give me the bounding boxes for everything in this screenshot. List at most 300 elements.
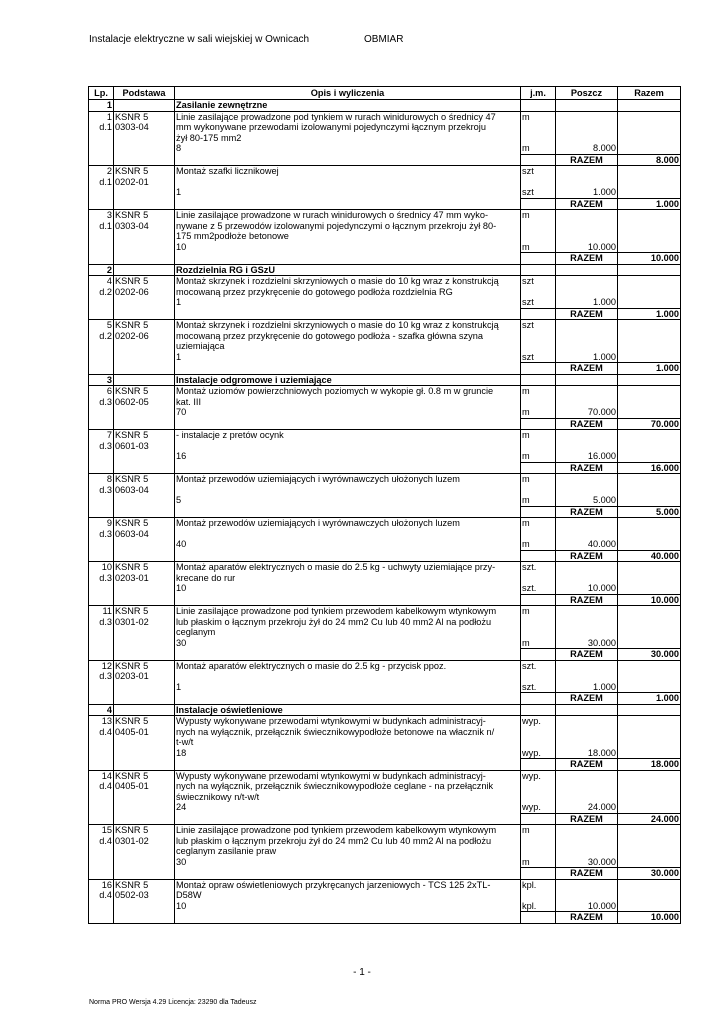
item-description-line: świecznikowy n/t-w/t bbox=[175, 792, 521, 803]
blank bbox=[556, 627, 618, 638]
blank bbox=[556, 166, 618, 177]
blank bbox=[556, 890, 618, 901]
blank bbox=[618, 825, 681, 836]
blank bbox=[556, 331, 618, 342]
razem-value: 24.000 bbox=[618, 813, 681, 825]
blank bbox=[618, 320, 681, 331]
blank bbox=[556, 606, 618, 617]
item-description-line: krecane do rur bbox=[175, 573, 521, 584]
item-catalog: KSNR 5 bbox=[114, 320, 175, 331]
item-code: 0202-01 bbox=[114, 177, 175, 188]
blank bbox=[175, 154, 521, 166]
blank bbox=[89, 418, 114, 430]
blank bbox=[521, 912, 556, 924]
item-number: 11 bbox=[89, 606, 114, 617]
blank bbox=[89, 638, 114, 649]
item-description-row bbox=[89, 221, 681, 232]
table-body bbox=[89, 100, 681, 924]
item-ref: d.3 bbox=[89, 529, 114, 540]
blank bbox=[521, 418, 556, 430]
item-description-line: Linie zasilające prowadzone pod tynkiem przewodem kabelkowym wtynkowym bbox=[175, 606, 521, 617]
item-catalog: KSNR 5 bbox=[114, 210, 175, 221]
col-poszcz: Poszcz bbox=[556, 87, 618, 100]
blank bbox=[114, 506, 175, 518]
item-code: 0203-01 bbox=[114, 671, 175, 682]
blank bbox=[114, 187, 175, 198]
item-code: 0502-03 bbox=[114, 890, 175, 901]
blank bbox=[556, 111, 618, 122]
razem-value: 1.000 bbox=[618, 308, 681, 320]
blank bbox=[114, 682, 175, 693]
item-description-line: Wypusty wykonywane przewodami wtynkowymi w budynkach administracyj- bbox=[175, 770, 521, 781]
item-number: 2 bbox=[89, 166, 114, 177]
blank bbox=[89, 912, 114, 924]
item-quantity-row bbox=[89, 682, 681, 693]
item-catalog: KSNR 5 bbox=[114, 166, 175, 177]
section-number: 4 bbox=[89, 704, 114, 716]
item-description-row bbox=[89, 890, 681, 901]
table-header-row bbox=[89, 87, 681, 100]
item-quantity-row bbox=[89, 539, 681, 550]
item-number: 5 bbox=[89, 320, 114, 331]
blank bbox=[556, 210, 618, 221]
blank bbox=[556, 474, 618, 485]
item-description-row bbox=[89, 529, 681, 540]
item-code: 0603-04 bbox=[114, 485, 175, 496]
blank bbox=[556, 660, 618, 671]
section-row bbox=[89, 374, 681, 386]
blank bbox=[114, 462, 175, 474]
blank bbox=[618, 177, 681, 188]
item-description-line: mocowaną przez przykręcenie do gotowego podłoża rozdzielnia RG bbox=[175, 287, 521, 298]
blank bbox=[618, 407, 681, 418]
item-description-line: Montaż szafki licznikowej bbox=[175, 166, 521, 177]
item-description-row bbox=[89, 879, 681, 890]
section-row bbox=[89, 264, 681, 276]
blank bbox=[556, 177, 618, 188]
item-ref: d.3 bbox=[89, 441, 114, 452]
item-description-row bbox=[89, 397, 681, 408]
blank bbox=[89, 506, 114, 518]
blank bbox=[89, 901, 114, 912]
item-unit: wyp. bbox=[521, 770, 556, 781]
item-catalog: KSNR 5 bbox=[114, 562, 175, 573]
item-description-row bbox=[89, 716, 681, 727]
blank bbox=[89, 198, 114, 210]
item-quantity-row bbox=[89, 187, 681, 198]
razem-label: RAZEM bbox=[556, 912, 618, 924]
section-blank bbox=[114, 704, 175, 716]
item-description-row bbox=[89, 122, 681, 133]
blank bbox=[618, 187, 681, 198]
blank bbox=[556, 485, 618, 496]
item-description-row bbox=[89, 562, 681, 573]
razem-value: 8.000 bbox=[618, 154, 681, 166]
blank bbox=[618, 638, 681, 649]
razem-row bbox=[89, 649, 681, 661]
item-catalog: KSNR 5 bbox=[114, 518, 175, 529]
item-quantity-row bbox=[89, 495, 681, 506]
blank bbox=[618, 682, 681, 693]
blank bbox=[618, 879, 681, 890]
blank bbox=[618, 341, 681, 352]
item-number: 6 bbox=[89, 386, 114, 397]
blank bbox=[89, 495, 114, 506]
item-description-line: 175 mm2podłoże betonowe bbox=[175, 231, 521, 242]
item-catalog: KSNR 5 bbox=[114, 276, 175, 287]
item-number: 15 bbox=[89, 825, 114, 836]
item-number: 14 bbox=[89, 770, 114, 781]
razem-row bbox=[89, 506, 681, 518]
blank bbox=[114, 154, 175, 166]
item-description-row bbox=[89, 660, 681, 671]
item-description-row bbox=[89, 825, 681, 836]
section-title: Instalacje odgromowe i uziemiające bbox=[175, 374, 521, 386]
blank bbox=[89, 352, 114, 363]
item-poszcz: 1.000 bbox=[556, 352, 618, 363]
item-description-line: Montaż skrzynek i rozdzielni skrzyniowych o masie do 10 kg wraz z konstrukcją bbox=[175, 320, 521, 331]
item-unit: m bbox=[521, 451, 556, 462]
section-number: 3 bbox=[89, 374, 114, 386]
blank bbox=[618, 539, 681, 550]
section-blank bbox=[521, 100, 556, 112]
blank bbox=[618, 231, 681, 242]
razem-value: 10.000 bbox=[618, 912, 681, 924]
measurement-table bbox=[88, 86, 681, 924]
razem-label: RAZEM bbox=[556, 550, 618, 562]
blank bbox=[618, 562, 681, 573]
razem-value: 1.000 bbox=[618, 363, 681, 375]
blank bbox=[521, 122, 556, 133]
blank bbox=[618, 846, 681, 857]
blank bbox=[114, 649, 175, 661]
blank bbox=[114, 363, 175, 375]
item-number: 8 bbox=[89, 474, 114, 485]
item-description-row bbox=[89, 671, 681, 682]
blank bbox=[175, 308, 521, 320]
blank bbox=[114, 627, 175, 638]
item-quantity: 24 bbox=[175, 802, 521, 813]
blank bbox=[89, 857, 114, 868]
razem-row bbox=[89, 462, 681, 474]
blank bbox=[114, 133, 175, 144]
blank bbox=[521, 846, 556, 857]
item-unit: szt bbox=[521, 297, 556, 308]
item-quantity: 10 bbox=[175, 583, 521, 594]
blank bbox=[618, 495, 681, 506]
item-code: 0603-04 bbox=[114, 529, 175, 540]
blank bbox=[521, 331, 556, 342]
blank bbox=[175, 253, 521, 265]
blank bbox=[556, 770, 618, 781]
blank bbox=[89, 594, 114, 606]
blank bbox=[114, 198, 175, 210]
item-unit: szt bbox=[521, 352, 556, 363]
razem-value: 30.000 bbox=[618, 868, 681, 880]
razem-row bbox=[89, 813, 681, 825]
item-unit: szt. bbox=[521, 660, 556, 671]
razem-row bbox=[89, 868, 681, 880]
blank bbox=[618, 331, 681, 342]
blank bbox=[556, 879, 618, 890]
item-quantity-row bbox=[89, 857, 681, 868]
item-code: 0301-02 bbox=[114, 836, 175, 847]
blank bbox=[114, 297, 175, 308]
item-quantity: 30 bbox=[175, 857, 521, 868]
item-code: 0301-02 bbox=[114, 617, 175, 628]
item-catalog: KSNR 5 bbox=[114, 111, 175, 122]
item-description-line bbox=[175, 485, 521, 496]
blank bbox=[556, 562, 618, 573]
razem-row bbox=[89, 594, 681, 606]
blank bbox=[89, 693, 114, 705]
item-description-line: - instalacje z pretów ocynk bbox=[175, 430, 521, 441]
item-ref: d.3 bbox=[89, 573, 114, 584]
razem-row bbox=[89, 759, 681, 771]
item-description-row bbox=[89, 573, 681, 584]
item-description-row bbox=[89, 166, 681, 177]
blank bbox=[556, 287, 618, 298]
blank bbox=[89, 242, 114, 253]
section-row bbox=[89, 704, 681, 716]
item-ref: d.1 bbox=[89, 122, 114, 133]
item-code: 0405-01 bbox=[114, 727, 175, 738]
section-blank bbox=[521, 264, 556, 276]
item-description-row bbox=[89, 341, 681, 352]
item-unit: m bbox=[521, 210, 556, 221]
blank bbox=[556, 529, 618, 540]
item-catalog: KSNR 5 bbox=[114, 606, 175, 617]
blank bbox=[618, 221, 681, 232]
blank bbox=[89, 308, 114, 320]
item-ref: d.3 bbox=[89, 671, 114, 682]
section-title: Rozdzielnia RG i GSzU bbox=[175, 264, 521, 276]
blank bbox=[618, 627, 681, 638]
razem-label: RAZEM bbox=[556, 759, 618, 771]
blank bbox=[89, 297, 114, 308]
item-code: 0303-04 bbox=[114, 122, 175, 133]
razem-label: RAZEM bbox=[556, 868, 618, 880]
razem-label: RAZEM bbox=[556, 418, 618, 430]
section-blank bbox=[521, 704, 556, 716]
item-unit: wyp. bbox=[521, 748, 556, 759]
item-description-row bbox=[89, 737, 681, 748]
item-poszcz: 5.000 bbox=[556, 495, 618, 506]
blank bbox=[89, 583, 114, 594]
blank bbox=[618, 485, 681, 496]
blank bbox=[618, 143, 681, 154]
item-catalog: KSNR 5 bbox=[114, 879, 175, 890]
item-unit: szt bbox=[521, 320, 556, 331]
item-number: 12 bbox=[89, 660, 114, 671]
blank bbox=[175, 418, 521, 430]
item-description-row bbox=[89, 331, 681, 342]
section-blank bbox=[618, 264, 681, 276]
item-description-row bbox=[89, 518, 681, 529]
item-description-row bbox=[89, 386, 681, 397]
blank bbox=[618, 352, 681, 363]
item-unit: m bbox=[521, 474, 556, 485]
blank bbox=[89, 451, 114, 462]
blank bbox=[521, 759, 556, 771]
blank bbox=[114, 418, 175, 430]
item-poszcz: 1.000 bbox=[556, 682, 618, 693]
item-description-row bbox=[89, 846, 681, 857]
blank bbox=[521, 550, 556, 562]
razem-label: RAZEM bbox=[556, 198, 618, 210]
razem-label: RAZEM bbox=[556, 813, 618, 825]
item-description-line: Montaż opraw oświetleniowych przykręcanych jarzeniowych - TCS 125 2xTL- bbox=[175, 879, 521, 890]
blank bbox=[114, 759, 175, 771]
item-description-line bbox=[175, 177, 521, 188]
blank bbox=[618, 529, 681, 540]
item-unit: m bbox=[521, 386, 556, 397]
item-description-line: Montaż skrzynek i rozdzielni skrzyniowych o masie do 10 kg wraz z konstrukcją bbox=[175, 276, 521, 287]
item-quantity-row bbox=[89, 901, 681, 912]
item-unit: m bbox=[521, 518, 556, 529]
item-code: 0601-03 bbox=[114, 441, 175, 452]
blank bbox=[618, 297, 681, 308]
razem-label: RAZEM bbox=[556, 253, 618, 265]
item-poszcz: 40.000 bbox=[556, 539, 618, 550]
document-title: Instalacje elektryczne w sali wiejskiej w Ownicach bbox=[89, 34, 310, 45]
item-quantity: 10 bbox=[175, 901, 521, 912]
blank bbox=[618, 836, 681, 847]
section-title: Zasilanie zewnętrzne bbox=[175, 100, 521, 112]
blank bbox=[618, 111, 681, 122]
item-quantity: 1 bbox=[175, 682, 521, 693]
blank bbox=[556, 276, 618, 287]
item-description-row bbox=[89, 430, 681, 441]
blank bbox=[521, 890, 556, 901]
blank bbox=[618, 901, 681, 912]
blank bbox=[521, 792, 556, 803]
blank bbox=[618, 606, 681, 617]
blank bbox=[175, 759, 521, 771]
razem-label: RAZEM bbox=[556, 693, 618, 705]
blank bbox=[114, 242, 175, 253]
item-code: 0202-06 bbox=[114, 331, 175, 342]
item-unit: m bbox=[521, 539, 556, 550]
item-description-line: Wypusty wykonywane przewodami wtynkowymi w budynkach administracyj- bbox=[175, 716, 521, 727]
blank bbox=[114, 846, 175, 857]
item-poszcz: 24.000 bbox=[556, 802, 618, 813]
section-blank bbox=[114, 374, 175, 386]
item-description-row bbox=[89, 792, 681, 803]
blank bbox=[521, 485, 556, 496]
item-poszcz: 30.000 bbox=[556, 638, 618, 649]
section-blank bbox=[114, 100, 175, 112]
col-opis: Opis i wyliczenia bbox=[175, 87, 521, 100]
blank bbox=[175, 462, 521, 474]
item-code: 0203-01 bbox=[114, 573, 175, 584]
blank bbox=[618, 617, 681, 628]
section-blank bbox=[618, 100, 681, 112]
item-ref: d.4 bbox=[89, 836, 114, 847]
blank bbox=[89, 802, 114, 813]
blank bbox=[521, 649, 556, 661]
blank bbox=[618, 660, 681, 671]
item-description-line: Linie zasilające prowadzone w rurach winidurowych o średnicy 47 mm wyko- bbox=[175, 210, 521, 221]
item-quantity-row bbox=[89, 451, 681, 462]
blank bbox=[556, 781, 618, 792]
razem-label: RAZEM bbox=[556, 594, 618, 606]
item-number: 16 bbox=[89, 879, 114, 890]
item-code: 0303-04 bbox=[114, 221, 175, 232]
blank bbox=[521, 341, 556, 352]
blank bbox=[618, 737, 681, 748]
item-description-row bbox=[89, 287, 681, 298]
col-lp: Lp. bbox=[89, 87, 114, 100]
blank bbox=[618, 122, 681, 133]
section-row bbox=[89, 100, 681, 112]
item-quantity-row bbox=[89, 583, 681, 594]
blank bbox=[618, 430, 681, 441]
document-subtitle: OBMIAR bbox=[364, 34, 404, 45]
item-ref: d.2 bbox=[89, 287, 114, 298]
blank bbox=[618, 573, 681, 584]
blank bbox=[521, 627, 556, 638]
item-description-line: t-w/t bbox=[175, 737, 521, 748]
item-description-line: Montaż przewodów uziemiających i wyrównawczych ułożonych luzem bbox=[175, 518, 521, 529]
item-description-line bbox=[175, 529, 521, 540]
blank bbox=[521, 231, 556, 242]
item-description-line bbox=[175, 441, 521, 452]
blank bbox=[89, 813, 114, 825]
item-number: 10 bbox=[89, 562, 114, 573]
blank bbox=[89, 143, 114, 154]
blank bbox=[114, 802, 175, 813]
blank bbox=[521, 836, 556, 847]
item-description-line: lub płaskim o łącznym przekroju żył do 24 mm2 Cu lub 40 mm2 Al na podłożu bbox=[175, 836, 521, 847]
blank bbox=[89, 737, 114, 748]
blank bbox=[521, 573, 556, 584]
blank bbox=[521, 671, 556, 682]
blank bbox=[89, 341, 114, 352]
blank bbox=[556, 441, 618, 452]
blank bbox=[114, 231, 175, 242]
blank bbox=[618, 781, 681, 792]
blank bbox=[556, 792, 618, 803]
razem-row bbox=[89, 693, 681, 705]
razem-label: RAZEM bbox=[556, 462, 618, 474]
item-unit: szt bbox=[521, 276, 556, 287]
blank bbox=[618, 802, 681, 813]
blank bbox=[114, 594, 175, 606]
blank bbox=[618, 287, 681, 298]
blank bbox=[521, 727, 556, 738]
blank bbox=[618, 583, 681, 594]
item-ref: d.3 bbox=[89, 485, 114, 496]
blank bbox=[556, 716, 618, 727]
blank bbox=[114, 352, 175, 363]
blank bbox=[618, 386, 681, 397]
item-unit: szt. bbox=[521, 562, 556, 573]
razem-label: RAZEM bbox=[556, 649, 618, 661]
item-unit: m bbox=[521, 857, 556, 868]
item-ref: d.4 bbox=[89, 781, 114, 792]
blank bbox=[521, 813, 556, 825]
blank bbox=[556, 825, 618, 836]
item-description-line: Montaż aparatów elektrycznych o masie do 2.5 kg - uchwyty uziemiające przy- bbox=[175, 562, 521, 573]
blank bbox=[618, 518, 681, 529]
blank bbox=[618, 748, 681, 759]
item-code: 0202-06 bbox=[114, 287, 175, 298]
blank bbox=[556, 386, 618, 397]
blank bbox=[556, 836, 618, 847]
razem-value: 18.000 bbox=[618, 759, 681, 771]
item-number: 7 bbox=[89, 430, 114, 441]
